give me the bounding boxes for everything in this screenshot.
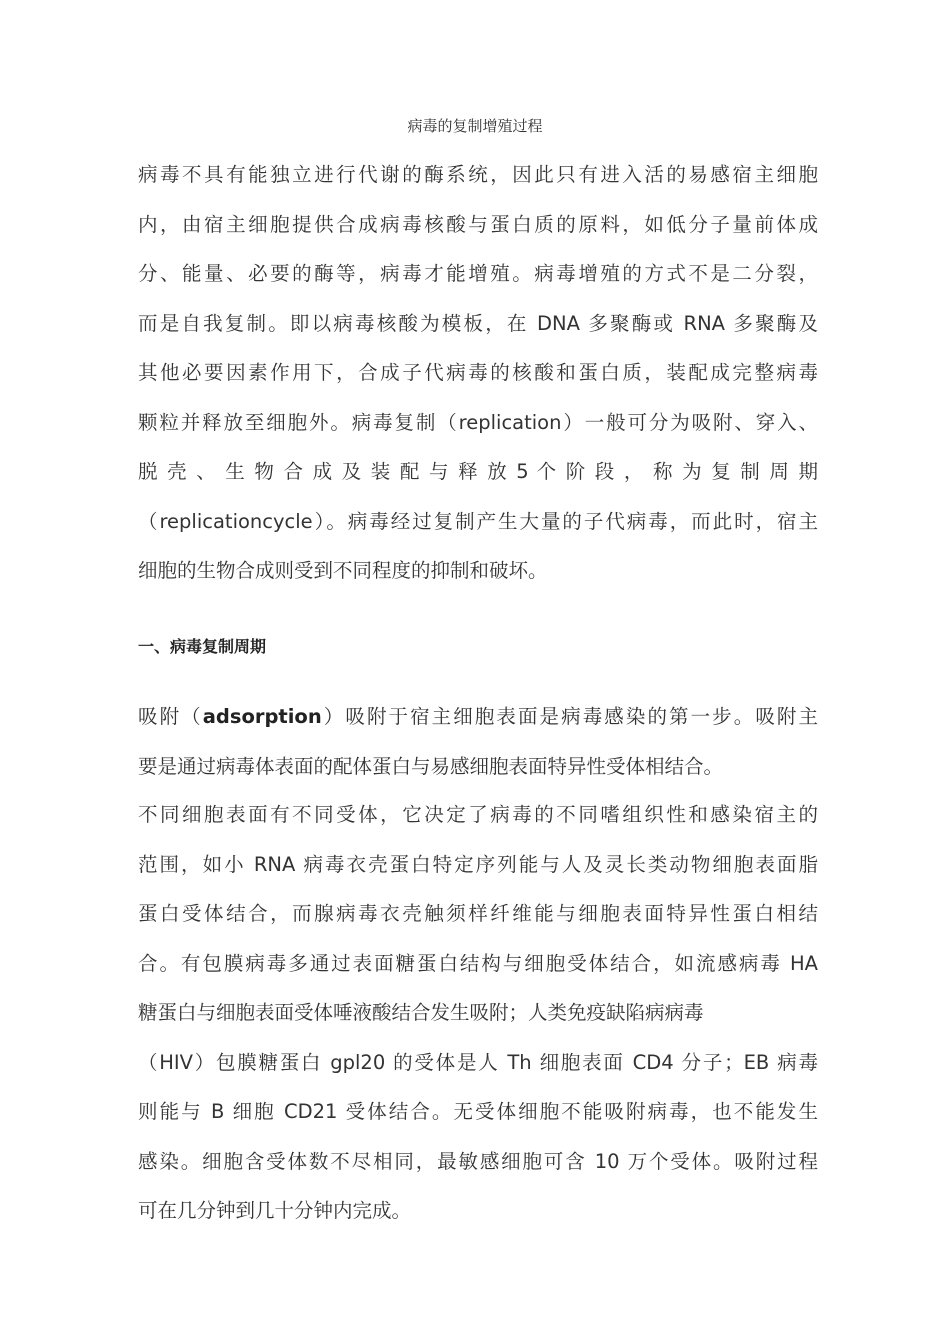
paragraph-line: （replicationcycle）。病毒经过复制产生大量的子代病毒，而此时，宿主 [138, 509, 818, 533]
intro-paragraph [138, 150, 818, 596]
paragraph-line: 范围，如小 RNA 病毒衣壳蛋白特定序列能与人及灵长类动物细胞表面脂 [138, 852, 818, 876]
receptor-paragraph [138, 790, 818, 1236]
paragraph-line: 可在几分钟到几十分钟内完成。 [138, 1199, 412, 1222]
paragraph-line: 感染。细胞含受体数不尽相同，最敏感细胞可含 10 万个受体。吸附过程 [138, 1149, 818, 1173]
paragraph-line: 蛋白受体结合，而腺病毒衣壳触须样纤维能与细胞表面特异性蛋白相结 [138, 902, 818, 925]
paragraph-line: 合。有包膜病毒多通过表面糖蛋白结构与细胞受体结合，如流感病毒 HA [138, 951, 818, 975]
paragraph-line: （HIV）包膜糖蛋白 gpl20 的受体是人 Th 细胞表面 CD4 分子；EB 病毒 [138, 1050, 818, 1074]
paragraph-line: 不同细胞表面有不同受体，它决定了病毒的不同嗜组织性和感染宿主的 [138, 803, 818, 826]
paragraph-line: 其他必要因素作用下，合成子代病毒的核酸和蛋白质，装配成完整病毒 [138, 361, 818, 384]
section-heading: 一、病毒复制周期 [138, 637, 267, 656]
adsorption-suffix: ）吸附于宿主细胞表面是病毒感染的第一步。吸附主 [321, 705, 818, 728]
document-title: 病毒的复制增殖过程 [407, 117, 543, 135]
paragraph-line: 内，由宿主细胞提供合成病毒核酸与蛋白质的原料，如低分子量前体成 [138, 212, 818, 236]
paragraph-line: 则能与 B 细胞 CD21 受体结合。无受体细胞不能吸附病毒，也不能发生 [138, 1100, 818, 1123]
paragraph-line: 细胞的生物合成则受到不同程度的抑制和破坏。 [138, 559, 548, 582]
paragraph-line: 而是自我复制。即以病毒核酸为模板，在 DNA 多聚酶或 RNA 多聚酶及 [138, 311, 818, 335]
paragraph-line [138, 692, 818, 742]
adsorption-prefix: 吸附（ [138, 705, 203, 728]
paragraph-line: 病毒不具有能独立进行代谢的酶系统，因此只有进入活的易感宿主细胞 [138, 163, 818, 186]
adsorption-paragraph [138, 692, 818, 791]
paragraph-line: 分、能量、必要的酶等，病毒才能增殖。病毒增殖的方式不是二分裂， [138, 262, 818, 285]
paragraph-line: 糖蛋白与细胞表面受体唾液酸结合发生吸附；人类免疫缺陷病病毒 [138, 1001, 704, 1024]
adsorption-term: adsorption [202, 705, 322, 728]
paragraph-line: 颗粒并释放至细胞外。病毒复制（replication）一般可分为吸附、穿入、 [138, 410, 818, 434]
paragraph-line: 脱 壳 、 生 物 合 成 及 装 配 与 释 放 5 个 阶 段 ， 称 为 复 制 周 期 [138, 460, 818, 483]
paragraph-line: 要是通过病毒体表面的配体蛋白与易感细胞表面特异性受体相结合。 [138, 754, 724, 778]
